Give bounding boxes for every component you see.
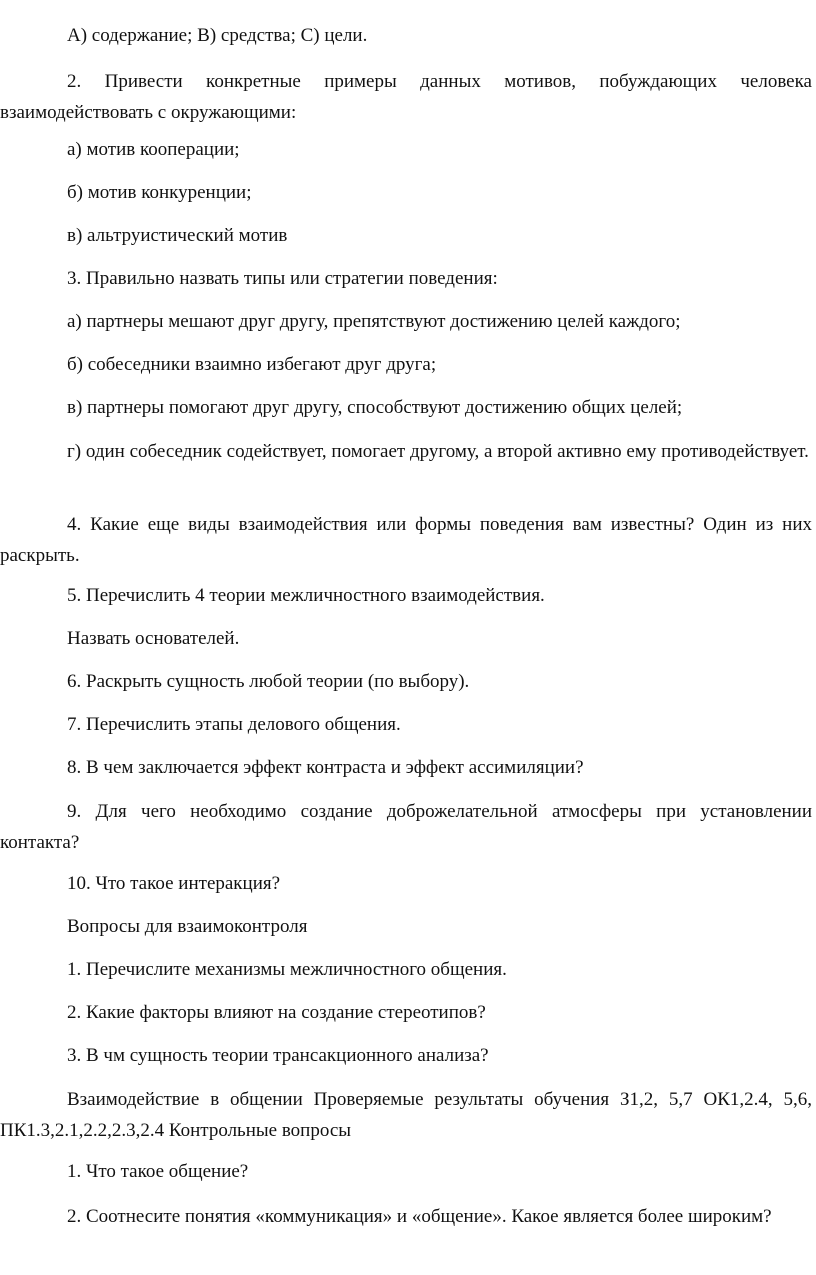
- paragraph-answer-options: А) содержание; В) средства; С) цели.: [67, 25, 368, 46]
- paragraph-question-3: 3. Правильно назвать типы или стратегии поведения:: [67, 268, 498, 289]
- paragraph-item-competition: б) мотив конкуренции;: [67, 182, 252, 203]
- paragraph-item-altruism: в) альтруистический мотив: [67, 225, 288, 246]
- paragraph-question-2: 2. Привести конкретные примеры данных мотивов, побуждающих человека взаимодействовать с окружающими:: [0, 71, 812, 123]
- paragraph-question-6: 6. Раскрыть сущность любой теории (по выбору).: [67, 671, 470, 692]
- paragraph-control-question-1: 1. Перечислите механизмы межличностного общения.: [67, 959, 507, 980]
- paragraph-question-4: 4. Какие еще виды взаимодействия или формы поведения вам известны? Один из них раскрыть.: [0, 514, 812, 566]
- section-heading-mutual-control: Вопросы для взаимоконтроля: [67, 916, 308, 937]
- paragraph-section-results: Взаимодействие в общении Проверяемые результаты обучения З1,2, 5,7 ОК1,2.4, 5,6, ПК1.3,2.1,2.2,2.3,2.4 Контрольные вопросы: [0, 1089, 812, 1141]
- paragraph-strategy-d: г) один собеседник содействует, помогает другому, а второй активно ему противодействует.: [67, 441, 809, 462]
- paragraph-question-10: 10. Что такое интеракция?: [67, 873, 281, 894]
- paragraph-question-5: 5. Перечислить 4 теории межличностного взаимодействия.: [67, 585, 545, 606]
- paragraph-name-founders: Назвать основателей.: [67, 628, 240, 649]
- paragraph-test-question-1: 1. Что такое общение?: [67, 1161, 249, 1182]
- paragraph-control-question-2: 2. Какие факторы влияют на создание стереотипов?: [67, 1002, 486, 1023]
- paragraph-item-cooperation: а) мотив кооперации;: [67, 139, 240, 160]
- paragraph-test-question-2: 2. Соотнесите понятия «коммуникация» и «общение». Какое является более широким?: [67, 1206, 772, 1227]
- paragraph-question-9: 9. Для чего необходимо создание доброжелательной атмосферы при установлении контакта?: [0, 801, 812, 853]
- paragraph-question-8: 8. В чем заключается эффект контраста и эффект ассимиляции?: [67, 757, 584, 778]
- paragraph-strategy-b: б) собеседники взаимно избегают друг друга;: [67, 354, 437, 375]
- paragraph-control-question-3: 3. В чм сущность теории трансакционного анализа?: [67, 1045, 489, 1066]
- paragraph-question-7: 7. Перечислить этапы делового общения.: [67, 714, 401, 735]
- paragraph-strategy-a: а) партнеры мешают друг другу, препятствуют достижению целей каждого;: [67, 311, 681, 332]
- paragraph-strategy-c: в) партнеры помогают друг другу, способствуют достижению общих целей;: [67, 397, 683, 418]
